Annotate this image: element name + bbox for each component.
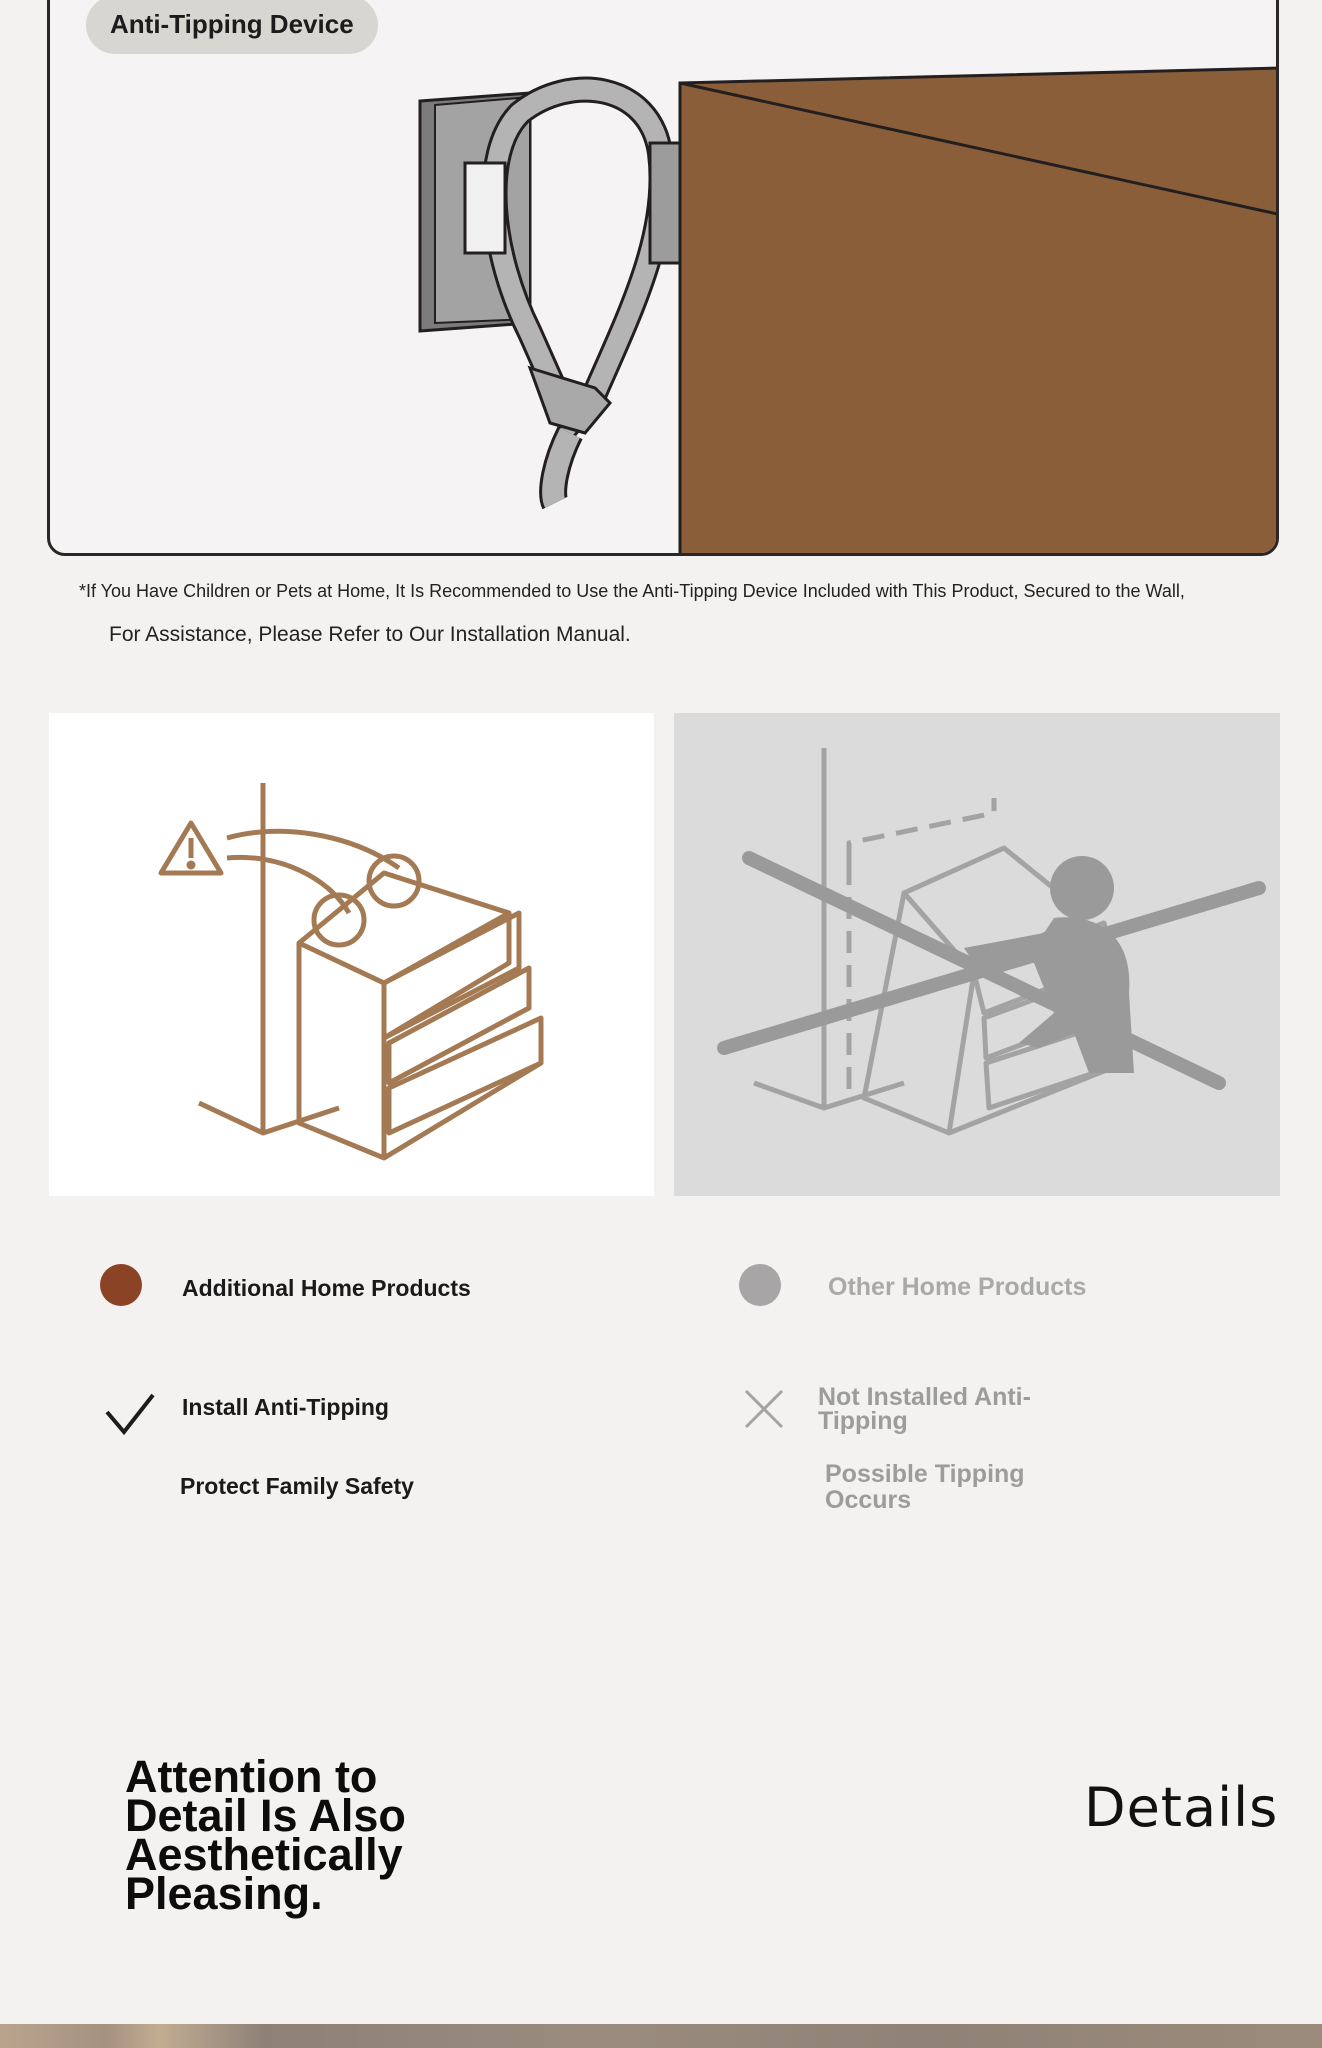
other-products-label: Other Home Products — [828, 1273, 1087, 1301]
details-heading: Details — [1084, 1776, 1279, 1839]
not-installed-illustration — [674, 713, 1280, 1196]
cross-icon — [743, 1388, 785, 1430]
warning-icon — [161, 823, 221, 873]
installed-illustration — [49, 713, 654, 1196]
not-installed-label: Not Installed Anti-Tipping — [818, 1383, 1031, 1435]
protect-family-label: Protect Family Safety — [180, 1473, 414, 1499]
details-headline: Attention to Detail Is Also Aesthetically Pleasing. — [125, 1751, 406, 1919]
install-anti-tipping-label: Install Anti-Tipping — [182, 1394, 389, 1420]
additional-products-label: Additional Home Products — [182, 1275, 471, 1301]
possible-tipping-label: Possible Tipping Occurs — [825, 1460, 1025, 1515]
safety-note: *If You Have Children or Pets at Home, It Is Recommended to Use the Anti-Tipping Device Included with This Product, Secured to the Wall, — [79, 581, 1185, 601]
product-photo-strip — [0, 2024, 1322, 2048]
manual-note: For Assistance, Please Refer to Our Installation Manual. — [109, 623, 631, 646]
secured-drawer-drawing — [49, 713, 654, 1196]
anti-tipping-badge: Anti-Tipping Device — [86, 0, 378, 54]
other-color-dot — [739, 1264, 781, 1306]
check-icon — [104, 1392, 156, 1436]
wall-strap-drawing — [50, 0, 1279, 556]
anti-tipping-illustration — [47, 0, 1279, 556]
brand-color-dot — [100, 1264, 142, 1306]
tipping-drawer-drawing — [674, 713, 1280, 1196]
